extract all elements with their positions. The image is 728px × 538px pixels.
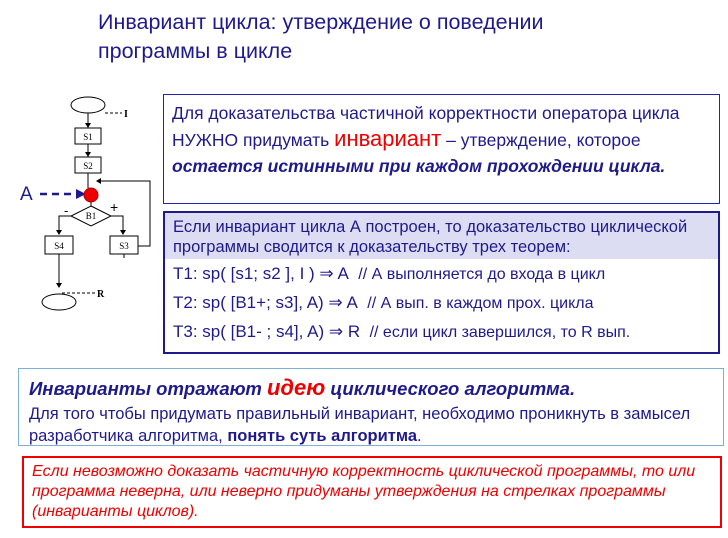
box1-emphasis: остается истинными при каждом прохождении цикла. [172,156,666,176]
idea-body-1: Для того чтобы придумать правильный инвариант, необходимо проникнуть в замысел разработчика алгоритма, [29,405,691,445]
s1-label: S1 [83,132,93,142]
idea-head-1: Инварианты отражают [29,378,267,399]
slide-title [98,8,658,66]
minus-branch-label: - [64,203,69,218]
t1-formula: T1: sp( [s1; s2 ], I ) ⇒ A [173,264,349,283]
start-terminal [71,97,105,113]
label-A: A [20,184,33,205]
theorems-box [163,211,720,354]
idea-head-2: циклического алгоритма. [325,378,576,399]
t3-comment: // если цикл завершился, то R вып. [369,324,631,341]
idea-body [29,403,713,447]
idea-body-end: . [417,427,422,445]
theorem-t3 [173,319,710,346]
t3-formula: T3: sp( [B1- ; s4], A) ⇒ R [173,322,361,341]
idea-heading [29,374,713,403]
warning-box [22,456,722,528]
label-R: R [97,289,105,300]
idea-keyword: идею [266,375,326,400]
partial-correctness-box [163,94,720,204]
t2-comment: // А вып. в каждом прох. цикла [367,295,594,312]
invariant-point [84,188,98,202]
s3-label: S3 [119,241,129,251]
theorems-header: Если инвариант цикла А построен, то доказательство циклической программы сводится к доказательству трех теорем: [165,213,718,259]
t2-formula: T2: sp( [B1+; s3], A) ⇒ A [173,293,358,312]
t1-comment: // А выполняется до входа в цикл [358,266,606,283]
theorem-t2 [173,290,710,317]
box1-keyword: инвариант [334,126,442,151]
s4-label: S4 [54,241,64,251]
flowchart [0,88,162,328]
idea-body-bold: понять суть алгоритма [227,427,418,445]
theorem-t1 [173,261,710,288]
end-terminal [42,294,76,310]
plus-branch-label: + [110,199,119,215]
box1-text-2: – утверждение, которое [441,130,641,150]
s2-label: S2 [83,161,93,171]
invariant-idea-box [18,368,724,446]
b1-label: B1 [85,211,97,221]
label-I: I [124,109,128,120]
warning-text: Если невозможно доказать частичную корректность циклической программы, то или программа неверна, или неверно придуманы утверждения на стрелках программы (инварианты циклов). [32,463,696,520]
title-line-1: Инвариант цикла: утверждение о поведении [98,10,544,34]
box1-text-1: Для доказательства частичной корректности оператора цикла НУЖНО придумать [172,103,680,150]
title-line-2: программы в цикле [98,39,293,63]
